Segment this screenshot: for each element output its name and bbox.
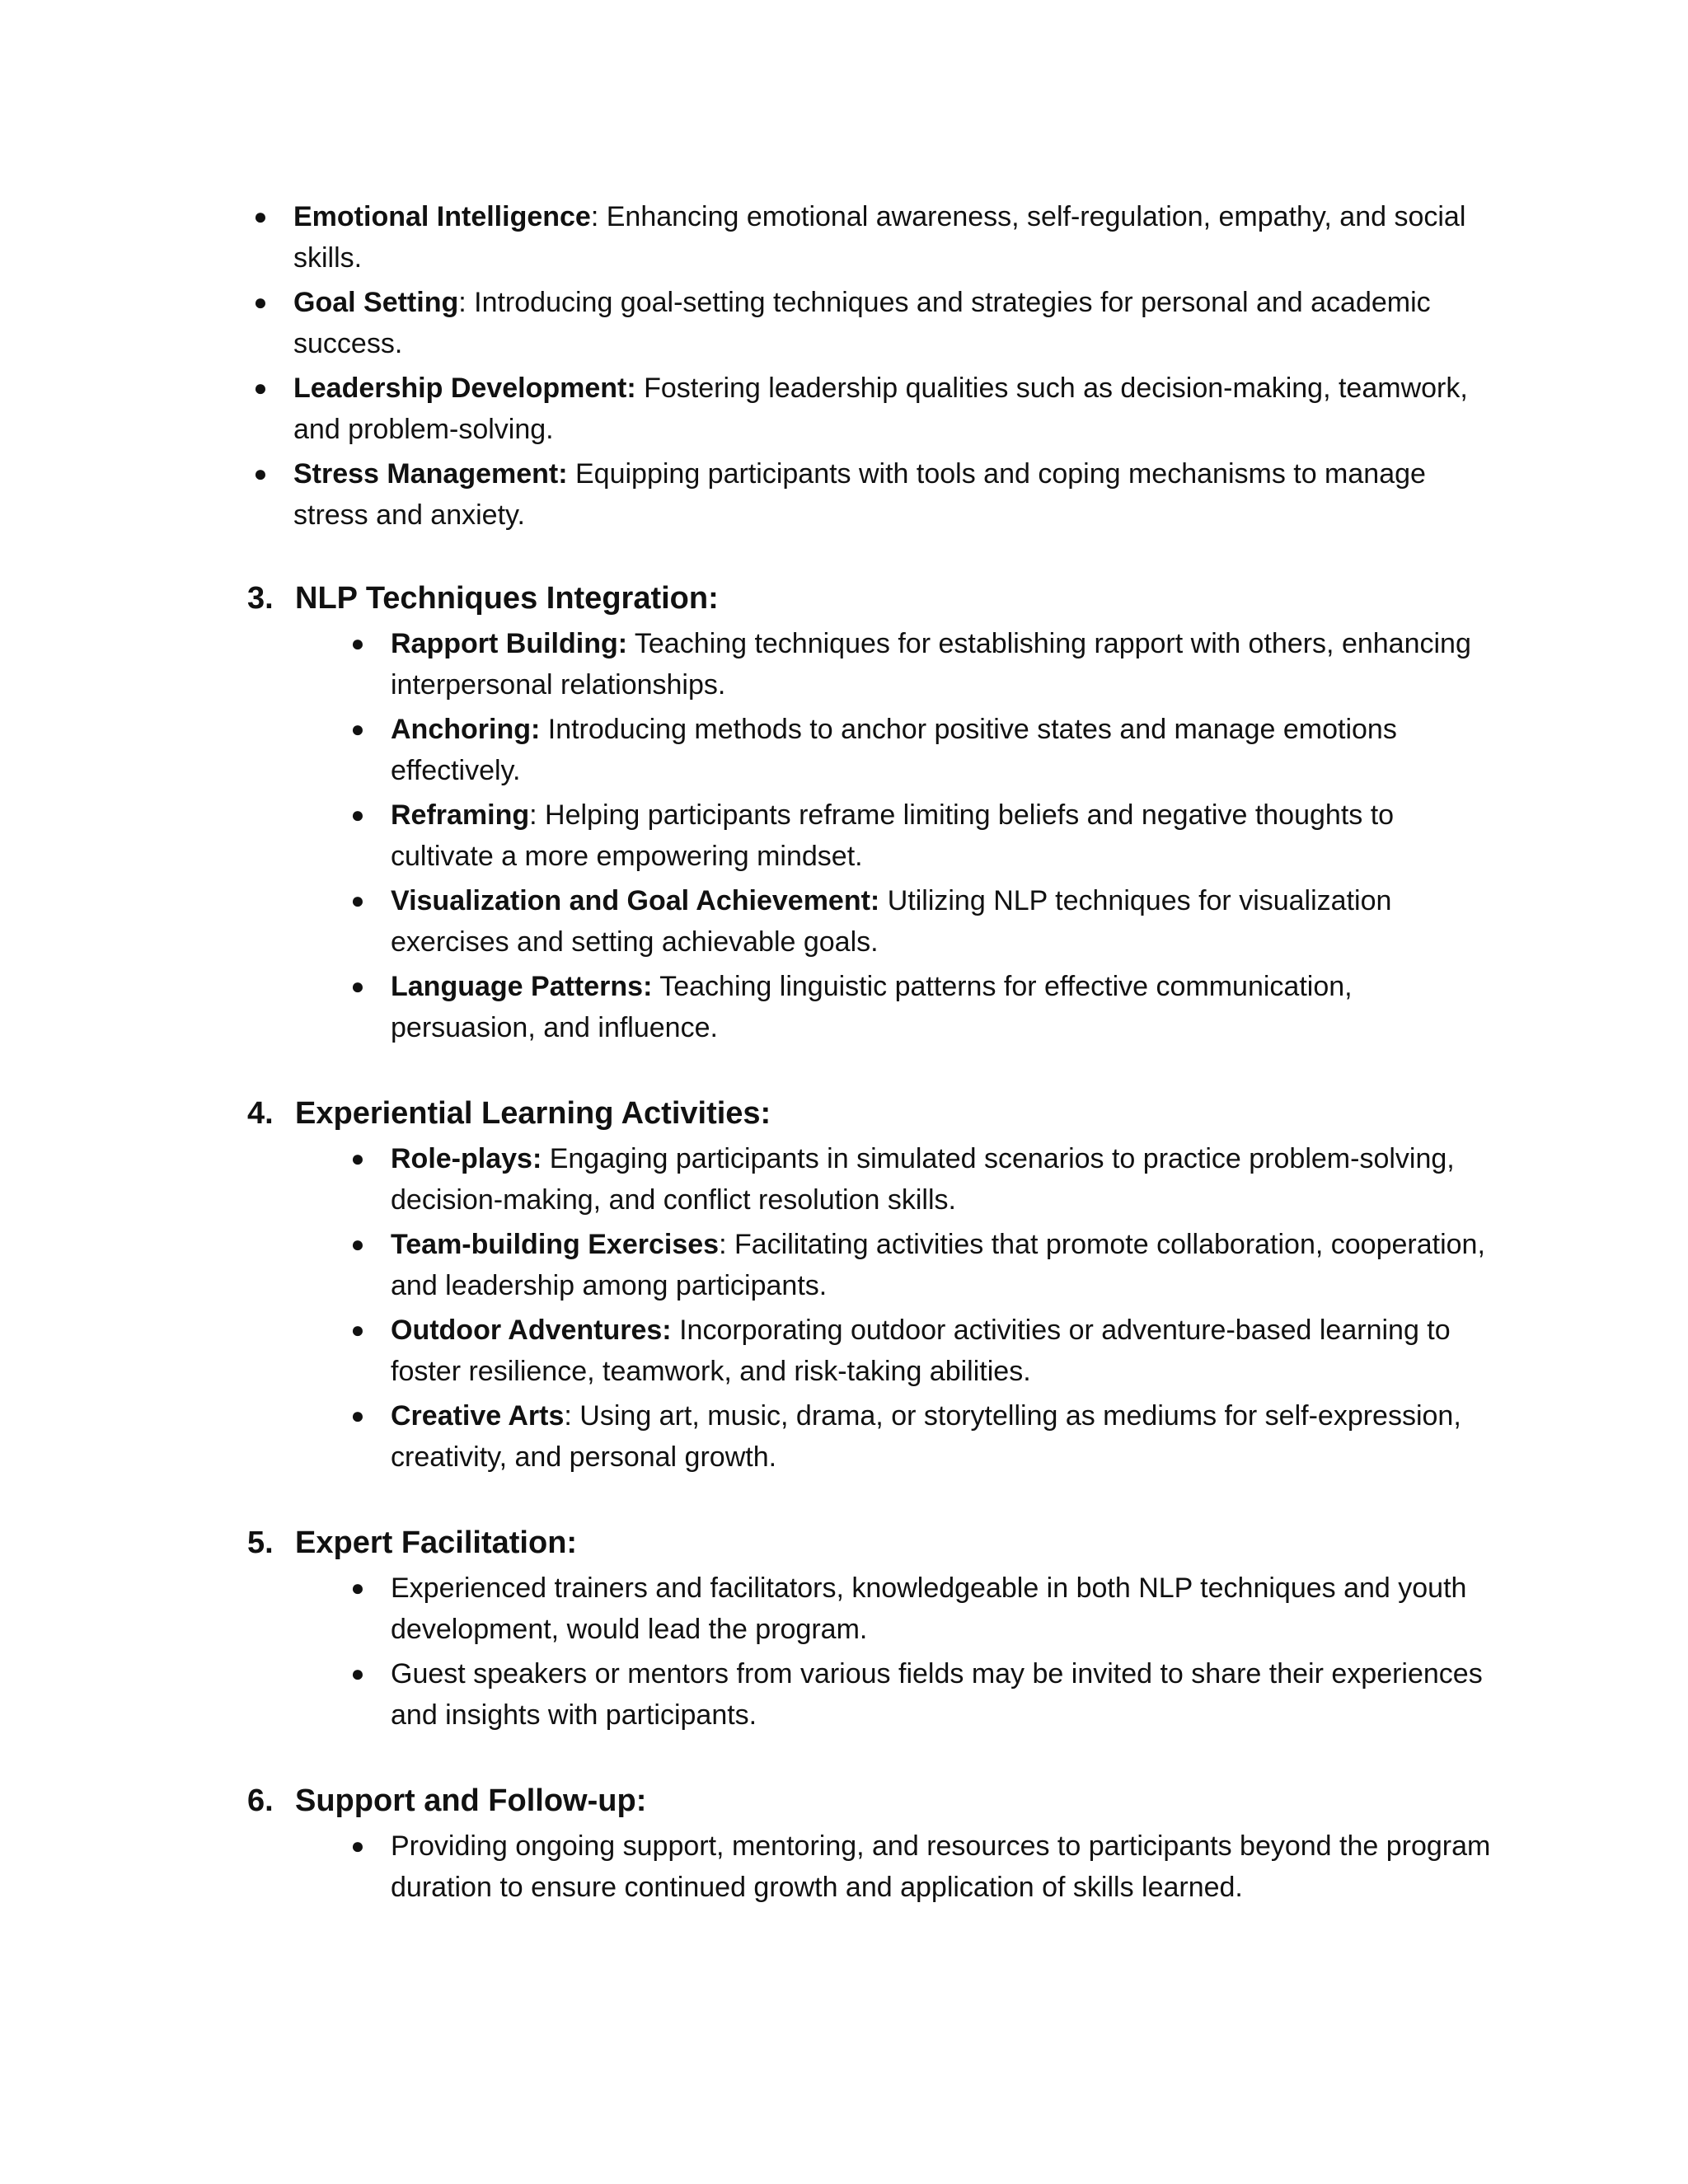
list-item	[345, 1138, 1500, 1221]
section-title: Expert Facilitation:	[295, 1526, 578, 1560]
list-item	[345, 794, 1500, 877]
list-item	[345, 623, 1500, 705]
list-item	[345, 966, 1500, 1048]
section-title: Support and Follow-up:	[295, 1783, 647, 1818]
bullet-term: Creative Arts	[391, 1400, 565, 1432]
bullet-separator: :	[719, 1229, 727, 1260]
list-item	[345, 1395, 1500, 1478]
bullet-text: Teaching linguistic patterns for effective communication, persuasion, and influence.	[391, 971, 1353, 1043]
bullet-term: Language Patterns:	[391, 971, 653, 1002]
list-item	[345, 880, 1500, 963]
section-title: NLP Techniques Integration:	[295, 581, 719, 616]
bullet-term: Rapport Building:	[391, 628, 628, 659]
bullet-term: Leadership Development:	[293, 373, 636, 404]
bullet-text: Engaging participants in simulated scenarios to practice problem-solving, decision-making, and conflict resolution skills.	[391, 1143, 1455, 1216]
bullet-icon: ●	[350, 888, 365, 913]
list-item	[345, 1653, 1500, 1736]
numbered-section	[247, 1521, 1500, 1736]
bullet-term: Outdoor Adventures:	[391, 1315, 672, 1346]
bullet-icon: ●	[350, 716, 365, 742]
bullet-icon: ●	[253, 289, 268, 315]
section-heading	[247, 1779, 1500, 1822]
bullet-text: Facilitating activities that promote collaboration, cooperation, and leadership among participants.	[391, 1229, 1485, 1301]
section-heading	[247, 1521, 1500, 1564]
bullet-text: Teaching techniques for establishing rapport with others, enhancing interpersonal relationships.	[391, 628, 1471, 701]
list-item	[247, 368, 1500, 450]
bullet-text: Utilizing NLP techniques for visualization exercises and setting achievable goals.	[391, 885, 1392, 958]
list-item	[247, 282, 1500, 364]
list-item	[247, 453, 1500, 536]
numbered-section	[247, 1779, 1500, 1908]
bullet-term: Emotional Intelligence	[293, 201, 591, 232]
section-number: 6.	[247, 1783, 274, 1818]
section-number: 4.	[247, 1096, 274, 1131]
bullet-text: Introducing methods to anchor positive states and manage emotions effectively.	[391, 714, 1397, 786]
section-title: Experiential Learning Activities:	[295, 1096, 771, 1131]
bullet-text: Fostering leadership qualities such as decision-making, teamwork, and problem-solving.	[293, 373, 1468, 445]
bullet-term: Visualization and Goal Achievement:	[391, 885, 880, 916]
intro-bullet-list	[247, 196, 1500, 539]
bullet-text: Using art, music, drama, or storytelling as mediums for self-expression, creativity, and personal growth.	[391, 1400, 1461, 1473]
bullet-icon: ●	[350, 1661, 365, 1686]
bullet-term: Goal Setting	[293, 287, 459, 318]
numbered-section	[247, 1092, 1500, 1478]
bullet-term: Team-building Exercises	[391, 1229, 720, 1260]
section-bullet-list	[247, 1138, 1500, 1478]
bullet-text: Equipping participants with tools and coping mechanisms to manage stress and anxiety.	[293, 458, 1426, 531]
list-item	[345, 1224, 1500, 1306]
bullet-term: Role-plays:	[391, 1143, 542, 1174]
bullet-term: Anchoring:	[391, 714, 541, 745]
bullet-text: Providing ongoing support, mentoring, and resources to participants beyond the program duration to ensure continued growth and application of skills learned.	[391, 1830, 1491, 1903]
numbered-section-list	[247, 577, 1500, 1952]
bullet-text: Helping participants reframe limiting beliefs and negative thoughts to cultivate a more empowering mindset.	[391, 799, 1395, 872]
list-item	[345, 1568, 1500, 1650]
list-item	[345, 1825, 1500, 1908]
list-item	[345, 709, 1500, 791]
bullet-icon: ●	[350, 973, 365, 999]
bullet-text: Enhancing emotional awareness, self-regulation, empathy, and social skills.	[293, 201, 1466, 274]
section-heading	[247, 577, 1500, 620]
bullet-icon: ●	[253, 461, 268, 486]
bullet-icon: ●	[350, 1403, 365, 1428]
list-item	[345, 1310, 1500, 1392]
section-number: 3.	[247, 581, 274, 616]
bullet-separator: :	[590, 201, 599, 232]
bullet-text: Introducing goal-setting techniques and strategies for personal and academic success.	[293, 287, 1431, 359]
section-heading	[247, 1092, 1500, 1135]
bullet-icon: ●	[350, 1317, 365, 1343]
bullet-term: Reframing	[391, 799, 530, 831]
bullet-text: Guest speakers or mentors from various fields may be invited to share their experiences and insights with participants.	[391, 1658, 1483, 1731]
bullet-icon: ●	[253, 204, 268, 229]
section-bullet-list	[247, 623, 1500, 1048]
section-bullet-list	[247, 1568, 1500, 1736]
bullet-separator: :	[529, 799, 537, 831]
bullet-term: Stress Management:	[293, 458, 568, 490]
bullet-text: Incorporating outdoor activities or adventure-based learning to foster resilience, teamwork, and risk-taking abilities.	[391, 1315, 1451, 1387]
bullet-separator: :	[458, 287, 467, 318]
list-item	[247, 196, 1500, 279]
bullet-icon: ●	[350, 1146, 365, 1171]
section-number: 5.	[247, 1526, 274, 1560]
bullet-icon: ●	[350, 1575, 365, 1601]
bullet-icon: ●	[350, 1833, 365, 1858]
bullet-icon: ●	[350, 802, 365, 827]
numbered-section	[247, 577, 1500, 1048]
bullet-icon: ●	[350, 630, 365, 656]
bullet-icon: ●	[350, 1231, 365, 1257]
section-bullet-list	[247, 1825, 1500, 1908]
bullet-text: Experienced trainers and facilitators, knowledgeable in both NLP techniques and youth development, would lead the program.	[391, 1572, 1467, 1645]
bullet-icon: ●	[253, 375, 268, 401]
bullet-separator: :	[564, 1400, 572, 1432]
